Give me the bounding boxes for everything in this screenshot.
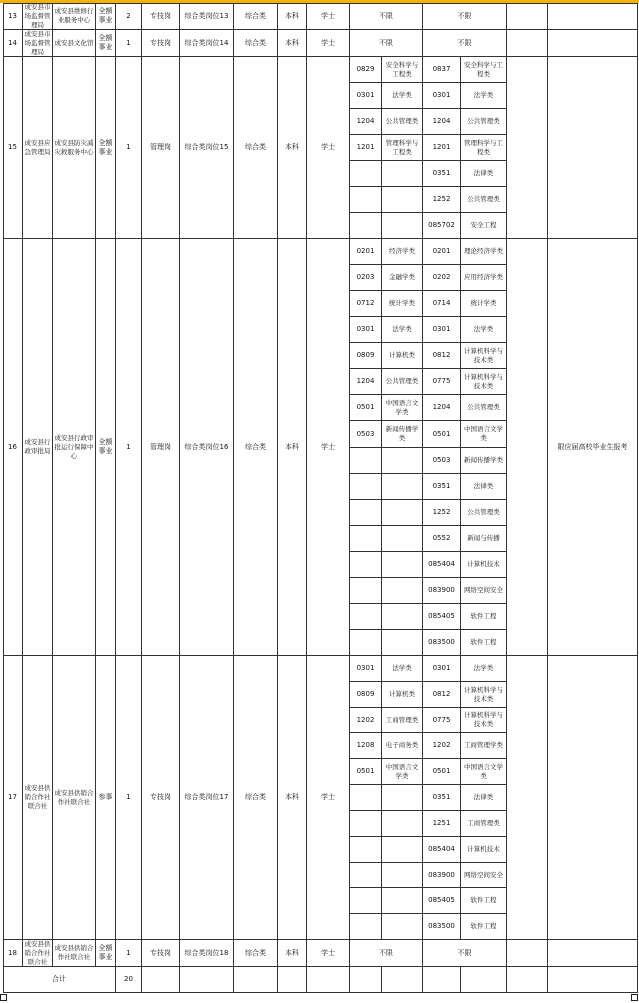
headcount: 1 bbox=[116, 57, 142, 239]
sub-unit-name: 成安县供销合作社联合社 bbox=[53, 940, 96, 967]
total-empty-cell bbox=[234, 967, 278, 993]
undergrad-major-name bbox=[382, 785, 423, 811]
undergrad-major-name bbox=[382, 811, 423, 837]
exam-type: 综合类 bbox=[234, 3, 278, 30]
post-category: 管理岗 bbox=[142, 239, 180, 656]
undergrad-major-code bbox=[350, 811, 382, 837]
postgrad-major-code: 0351 bbox=[423, 785, 461, 811]
total-empty-cell bbox=[142, 967, 180, 993]
undergrad-major-name bbox=[382, 552, 423, 578]
remarks bbox=[548, 30, 638, 57]
postgrad-major-code: 0503 bbox=[423, 448, 461, 474]
post-category: 管理岗 bbox=[142, 57, 180, 239]
row-number: 16 bbox=[3, 239, 23, 656]
postgrad-major-name: 理论经济学类 bbox=[461, 239, 507, 265]
postgrad-major-code: 0775 bbox=[423, 708, 461, 733]
remarks bbox=[548, 57, 638, 239]
undergrad-major-code: 0301 bbox=[350, 317, 382, 343]
row-number: 17 bbox=[3, 656, 23, 940]
undergrad-major: 不限 bbox=[350, 940, 423, 967]
undergrad-major-code: 0501 bbox=[350, 759, 382, 785]
postgrad-major-code: 0351 bbox=[423, 474, 461, 500]
undergrad-major-name bbox=[382, 500, 423, 526]
post-name: 综合类岗位13 bbox=[180, 3, 234, 30]
unit-name: 成安县市场监督管理局 bbox=[23, 30, 53, 57]
postgrad-major-code: 0501 bbox=[423, 421, 461, 448]
undergrad-major-code: 0301 bbox=[350, 83, 382, 109]
degree: 学士 bbox=[307, 940, 350, 967]
undergrad-major-name: 法学类 bbox=[382, 317, 423, 343]
postgrad-major-name: 工商管理学类 bbox=[461, 733, 507, 759]
headcount: 1 bbox=[116, 239, 142, 656]
undergrad-major-code bbox=[350, 526, 382, 552]
postgrad-major-name: 统计学类 bbox=[461, 291, 507, 317]
postgrad-major-code: 1252 bbox=[423, 187, 461, 213]
undergrad-major-code bbox=[350, 604, 382, 630]
unit-name: 成安县供销合作社联合社 bbox=[23, 656, 53, 940]
postgrad-major-name: 中国语言文学类 bbox=[461, 421, 507, 448]
post-name: 综合类岗位16 bbox=[180, 239, 234, 656]
funding-type: 全额事业 bbox=[96, 3, 116, 30]
remarks bbox=[548, 940, 638, 967]
remarks bbox=[548, 656, 638, 940]
post-category: 专技岗 bbox=[142, 940, 180, 967]
postgrad-major-name: 应用经济学类 bbox=[461, 265, 507, 291]
undergrad-major-code bbox=[350, 785, 382, 811]
exam-type: 综合类 bbox=[234, 656, 278, 940]
education: 本科 bbox=[278, 940, 307, 967]
post-name: 综合类岗位15 bbox=[180, 57, 234, 239]
undergrad-major-name bbox=[382, 526, 423, 552]
undergrad-major-name: 统计学类 bbox=[382, 291, 423, 317]
undergrad-major-code: 0503 bbox=[350, 421, 382, 448]
headcount: 1 bbox=[116, 30, 142, 57]
post-category: 专技岗 bbox=[142, 3, 180, 30]
postgrad-major-name: 公共管理类 bbox=[461, 187, 507, 213]
undergrad-major-name: 安全科学与工程类 bbox=[382, 57, 423, 83]
undergrad-major-name bbox=[382, 448, 423, 474]
postgrad-major-code: 085702 bbox=[423, 213, 461, 239]
undergrad-major-name bbox=[382, 474, 423, 500]
remarks bbox=[548, 3, 638, 30]
postgrad-major-name: 软件工程 bbox=[461, 630, 507, 656]
row-number: 14 bbox=[3, 30, 23, 57]
postgrad-major-code: 0837 bbox=[423, 57, 461, 83]
undergrad-major-name: 电子商务类 bbox=[382, 733, 423, 759]
total-empty-cell bbox=[180, 967, 234, 993]
headcount: 1 bbox=[116, 940, 142, 967]
corner-marker bbox=[0, 994, 7, 1001]
postgrad-major-code: 085405 bbox=[423, 604, 461, 630]
undergrad-major-code: 0829 bbox=[350, 57, 382, 83]
undergrad-major-code: 1208 bbox=[350, 733, 382, 759]
sub-unit-name: 成安县防灾减灾救服务中心 bbox=[53, 57, 96, 239]
postgrad-major-name: 网络空间安全 bbox=[461, 863, 507, 888]
postgrad-major: 不限 bbox=[423, 940, 507, 967]
postgrad-major-name: 软件工程 bbox=[461, 604, 507, 630]
postgrad-major-code: 1204 bbox=[423, 109, 461, 135]
postgrad-major-name: 计算机技术 bbox=[461, 552, 507, 578]
postgrad-major-code: 085404 bbox=[423, 552, 461, 578]
other-requirement bbox=[507, 239, 548, 656]
corner-marker bbox=[631, 994, 638, 1001]
postgrad-major-name: 法学类 bbox=[461, 83, 507, 109]
total-empty-cell bbox=[350, 967, 382, 993]
postgrad-major-name: 法学类 bbox=[461, 317, 507, 343]
undergrad-major-code bbox=[350, 448, 382, 474]
postgrad-major-name: 网络空间安全 bbox=[461, 578, 507, 604]
undergrad-major-name bbox=[382, 578, 423, 604]
post-name: 综合类岗位17 bbox=[180, 656, 234, 940]
education: 本科 bbox=[278, 3, 307, 30]
sub-unit-name: 成安县文化馆 bbox=[53, 30, 96, 57]
exam-type: 综合类 bbox=[234, 30, 278, 57]
undergrad-major-code bbox=[350, 161, 382, 187]
undergrad-major-code bbox=[350, 914, 382, 940]
row-number: 15 bbox=[3, 57, 23, 239]
undergrad-major-name bbox=[382, 213, 423, 239]
total-count: 20 bbox=[116, 967, 142, 993]
undergrad-major-name: 计算机类 bbox=[382, 682, 423, 708]
undergrad-major-code bbox=[350, 888, 382, 914]
postgrad-major-name: 法学类 bbox=[461, 656, 507, 682]
post-name: 综合类岗位14 bbox=[180, 30, 234, 57]
postgrad-major-name: 法律类 bbox=[461, 161, 507, 187]
postgrad-major-code: 0812 bbox=[423, 343, 461, 369]
postgrad-major-code: 083500 bbox=[423, 630, 461, 656]
undergrad-major-code bbox=[350, 863, 382, 888]
total-empty-cell bbox=[548, 967, 638, 993]
degree: 学士 bbox=[307, 656, 350, 940]
degree: 学士 bbox=[307, 239, 350, 656]
other-requirement bbox=[507, 57, 548, 239]
funding-type: 全额事业 bbox=[96, 239, 116, 656]
postgrad-major-code: 085404 bbox=[423, 837, 461, 863]
postgrad-major-name: 公共管理类 bbox=[461, 500, 507, 526]
education: 本科 bbox=[278, 30, 307, 57]
degree: 学士 bbox=[307, 3, 350, 30]
postgrad-major-name: 计算机科学与技术类 bbox=[461, 708, 507, 733]
postgrad-major: 不限 bbox=[423, 30, 507, 57]
total-empty-cell bbox=[278, 967, 307, 993]
undergrad-major-name: 金融学类 bbox=[382, 265, 423, 291]
undergrad-major-name: 计算机类 bbox=[382, 343, 423, 369]
undergrad-major-code: 0203 bbox=[350, 265, 382, 291]
undergrad-major-code bbox=[350, 578, 382, 604]
undergrad-major: 不限 bbox=[350, 30, 423, 57]
postgrad-major-name: 计算机科学与技术类 bbox=[461, 369, 507, 395]
undergrad-major-name: 管理科学与工程类 bbox=[382, 135, 423, 161]
postgrad-major-name: 法律类 bbox=[461, 785, 507, 811]
postgrad-major-code: 1201 bbox=[423, 135, 461, 161]
undergrad-major-code: 1202 bbox=[350, 708, 382, 733]
postgrad-major-code: 0301 bbox=[423, 317, 461, 343]
postgrad-major-code: 0201 bbox=[423, 239, 461, 265]
undergrad-major-code: 0301 bbox=[350, 656, 382, 682]
undergrad-major-code bbox=[350, 552, 382, 578]
exam-type: 综合类 bbox=[234, 940, 278, 967]
sub-unit-name: 成安县维修行业服务中心 bbox=[53, 3, 96, 30]
other-requirement bbox=[507, 3, 548, 30]
total-empty-cell bbox=[382, 967, 423, 993]
postgrad-major-name: 计算机科学与技术类 bbox=[461, 343, 507, 369]
postgrad-major-name: 工商管理类 bbox=[461, 811, 507, 837]
sub-unit-name: 成安县供销合作社联合社 bbox=[53, 656, 96, 940]
total-label: 合计 bbox=[3, 967, 116, 993]
headcount: 1 bbox=[116, 656, 142, 940]
undergrad-major-name: 经济学类 bbox=[382, 239, 423, 265]
postgrad-major-code: 0202 bbox=[423, 265, 461, 291]
undergrad-major-name bbox=[382, 888, 423, 914]
other-requirement bbox=[507, 940, 548, 967]
funding-type: 全额事业 bbox=[96, 940, 116, 967]
unit-name: 成安县行政审批局 bbox=[23, 239, 53, 656]
post-category: 专技岗 bbox=[142, 656, 180, 940]
undergrad-major-name: 中国语言文学类 bbox=[382, 759, 423, 785]
undergrad-major-name bbox=[382, 161, 423, 187]
postgrad-major-code: 0351 bbox=[423, 161, 461, 187]
undergrad-major-code: 0501 bbox=[350, 395, 382, 421]
postgrad-major-code: 0714 bbox=[423, 291, 461, 317]
undergrad-major-code bbox=[350, 213, 382, 239]
postgrad-major-code: 0301 bbox=[423, 83, 461, 109]
row-number: 18 bbox=[3, 940, 23, 967]
undergrad-major-code: 0201 bbox=[350, 239, 382, 265]
postgrad-major-code: 0301 bbox=[423, 656, 461, 682]
undergrad-major-name: 公共管理类 bbox=[382, 109, 423, 135]
headcount: 2 bbox=[116, 3, 142, 30]
undergrad-major: 不限 bbox=[350, 3, 423, 30]
undergrad-major-code bbox=[350, 474, 382, 500]
undergrad-major-code: 0712 bbox=[350, 291, 382, 317]
postgrad-major-code: 0812 bbox=[423, 682, 461, 708]
undergrad-major-name: 工商管理类 bbox=[382, 708, 423, 733]
postgrad-major-code: 083900 bbox=[423, 863, 461, 888]
remarks: 限应届高校毕业生报考 bbox=[548, 239, 638, 656]
postgrad-major-code: 0775 bbox=[423, 369, 461, 395]
postgrad-major-name: 法律类 bbox=[461, 474, 507, 500]
degree: 学士 bbox=[307, 57, 350, 239]
postgrad-major-code: 083900 bbox=[423, 578, 461, 604]
undergrad-major-name bbox=[382, 914, 423, 940]
postgrad-major-name: 管理科学与工程类 bbox=[461, 135, 507, 161]
postgrad-major-name: 安全科学与工程类 bbox=[461, 57, 507, 83]
postgrad-major-name: 公共管理类 bbox=[461, 109, 507, 135]
funding-type: 全额事业 bbox=[96, 57, 116, 239]
undergrad-major-name bbox=[382, 187, 423, 213]
row-number: 13 bbox=[3, 3, 23, 30]
unit-name: 成安县应急管理局 bbox=[23, 57, 53, 239]
undergrad-major-name: 新闻传播学类 bbox=[382, 421, 423, 448]
funding-type: 参事 bbox=[96, 656, 116, 940]
undergrad-major-code bbox=[350, 630, 382, 656]
undergrad-major-name: 公共管理类 bbox=[382, 369, 423, 395]
education: 本科 bbox=[278, 656, 307, 940]
sub-unit-name: 成安县行政审批运行保障中心 bbox=[53, 239, 96, 656]
postgrad-major-code: 0552 bbox=[423, 526, 461, 552]
undergrad-major-code bbox=[350, 187, 382, 213]
postgrad-major-code: 085405 bbox=[423, 888, 461, 914]
undergrad-major-code bbox=[350, 837, 382, 863]
postgrad-major-code: 1204 bbox=[423, 395, 461, 421]
undergrad-major-code: 0809 bbox=[350, 343, 382, 369]
post-category: 专技岗 bbox=[142, 30, 180, 57]
undergrad-major-code bbox=[350, 500, 382, 526]
postgrad-major-name: 中国语言文学类 bbox=[461, 759, 507, 785]
education: 本科 bbox=[278, 57, 307, 239]
postgrad-major-code: 1251 bbox=[423, 811, 461, 837]
postgrad-major-name: 软件工程 bbox=[461, 888, 507, 914]
undergrad-major-code: 1204 bbox=[350, 109, 382, 135]
total-empty-cell bbox=[461, 967, 507, 993]
undergrad-major-name: 中国语言文学类 bbox=[382, 395, 423, 421]
post-name: 综合类岗位18 bbox=[180, 940, 234, 967]
degree: 学士 bbox=[307, 30, 350, 57]
undergrad-major-code: 0809 bbox=[350, 682, 382, 708]
postgrad-major-name: 新闻传播学类 bbox=[461, 448, 507, 474]
undergrad-major-code: 1201 bbox=[350, 135, 382, 161]
other-requirement bbox=[507, 30, 548, 57]
postgrad-major-code: 1202 bbox=[423, 733, 461, 759]
postgrad-major-name: 软件工程 bbox=[461, 914, 507, 940]
other-requirement bbox=[507, 656, 548, 940]
postgrad-major-name: 计算机科学与技术类 bbox=[461, 682, 507, 708]
exam-type: 综合类 bbox=[234, 57, 278, 239]
total-empty-cell bbox=[423, 967, 461, 993]
undergrad-major-name bbox=[382, 837, 423, 863]
total-empty-cell bbox=[307, 967, 350, 993]
undergrad-major-name bbox=[382, 863, 423, 888]
postgrad-major-code: 1252 bbox=[423, 500, 461, 526]
postgrad-major-name: 公共管理类 bbox=[461, 395, 507, 421]
postgrad-major-code: 0501 bbox=[423, 759, 461, 785]
undergrad-major-name: 法学类 bbox=[382, 83, 423, 109]
postgrad-major: 不限 bbox=[423, 3, 507, 30]
postgrad-major-code: 083500 bbox=[423, 914, 461, 940]
total-empty-cell bbox=[507, 967, 548, 993]
undergrad-major-name bbox=[382, 604, 423, 630]
education: 本科 bbox=[278, 239, 307, 656]
unit-name: 成安县供销合作社联合社 bbox=[23, 940, 53, 967]
postgrad-major-name: 新闻与传播 bbox=[461, 526, 507, 552]
postgrad-major-name: 计算机技术 bbox=[461, 837, 507, 863]
undergrad-major-code: 1204 bbox=[350, 369, 382, 395]
undergrad-major-name: 法学类 bbox=[382, 656, 423, 682]
undergrad-major-name bbox=[382, 630, 423, 656]
exam-type: 综合类 bbox=[234, 239, 278, 656]
unit-name: 成安县市场监督管理局 bbox=[23, 3, 53, 30]
postgrad-major-name: 安全工程 bbox=[461, 213, 507, 239]
funding-type: 全额事业 bbox=[96, 30, 116, 57]
